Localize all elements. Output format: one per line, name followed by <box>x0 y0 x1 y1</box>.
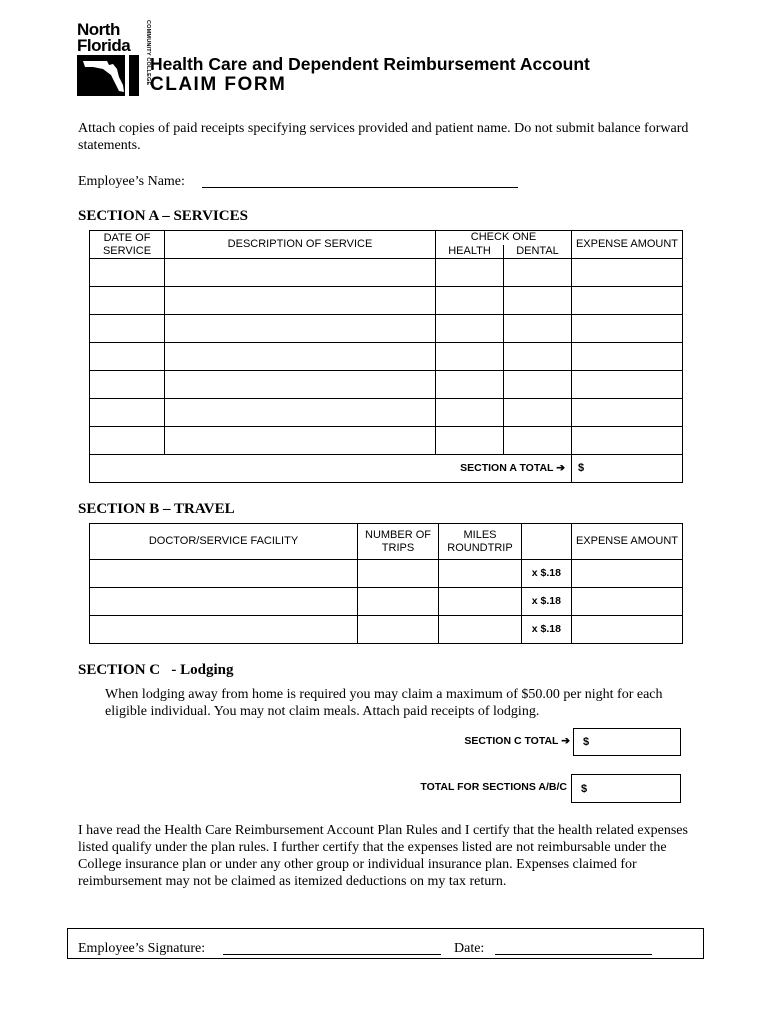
grand-total-label: TOTAL FOR SECTIONS A/B/C <box>420 781 567 793</box>
table-row <box>90 427 683 455</box>
employee-name-label: Employee’s Name: <box>78 174 185 189</box>
date-label: Date: <box>454 941 485 956</box>
certification-text: I have read the Health Care Reimbursement Account Plan Rules and I certify that the health related expenses listed qualify under the plan rules. I further certify that the expenses listed are not reimbursable under the College insurance plan or under any other group or individual insurance plan. Expenses claimed for reimbursement may not be claimed as itemized deductions on my tax return. <box>78 823 688 889</box>
table-row <box>90 371 683 399</box>
description-cell[interactable] <box>165 315 436 343</box>
dental-check-cell[interactable] <box>504 259 572 287</box>
signature-field[interactable] <box>223 954 441 955</box>
section-c-body: When lodging away from home is required you may claim a maximum of $50.00 per night for each eligible individual. You may not claim meals. Attach paid receipts of lodging. <box>105 687 663 719</box>
table-row <box>90 315 683 343</box>
trips-cell[interactable] <box>358 616 439 644</box>
dental-check-cell[interactable] <box>504 371 572 399</box>
dental-check-cell[interactable] <box>504 399 572 427</box>
description-cell[interactable] <box>165 399 436 427</box>
services-table <box>89 230 683 483</box>
facility-cell[interactable] <box>90 588 358 616</box>
date-cell[interactable] <box>90 371 165 399</box>
section-a-title: SECTION A – SERVICES <box>78 208 248 224</box>
facility-cell[interactable] <box>90 616 358 644</box>
miles-cell[interactable] <box>439 588 522 616</box>
description-cell[interactable] <box>165 287 436 315</box>
logo-line-2: Florida <box>77 36 131 55</box>
col-date-of-service: DATE OF SERVICE <box>90 231 165 259</box>
health-check-cell[interactable] <box>436 371 504 399</box>
trips-cell[interactable] <box>358 560 439 588</box>
table-row <box>90 399 683 427</box>
col-dental: DENTAL <box>504 245 572 259</box>
col-number-of-trips: NUMBER OF TRIPS <box>358 524 439 560</box>
rate-cell: x $.18 <box>522 588 572 616</box>
miles-cell[interactable] <box>439 560 522 588</box>
date-cell[interactable] <box>90 399 165 427</box>
section-a-total-field[interactable]: $ <box>572 455 683 483</box>
grand-total-field[interactable]: $ <box>571 774 681 803</box>
signature-label: Employee’s Signature: <box>78 941 206 956</box>
health-check-cell[interactable] <box>436 399 504 427</box>
description-cell[interactable] <box>165 259 436 287</box>
description-cell[interactable] <box>165 427 436 455</box>
intro-text: Attach copies of paid receipts specifying services provided and patient name. Do not submit balance forward statements. <box>78 121 689 153</box>
travel-table <box>89 523 683 644</box>
table-row <box>90 588 683 616</box>
dental-check-cell[interactable] <box>504 315 572 343</box>
table-row <box>90 259 683 287</box>
date-cell[interactable] <box>90 343 165 371</box>
date-cell[interactable] <box>90 287 165 315</box>
logo-side-text: COMMUNITY COLLEGE <box>145 20 151 86</box>
employee-name-field[interactable] <box>202 187 518 188</box>
expense-cell[interactable] <box>572 259 683 287</box>
dental-check-cell[interactable] <box>504 343 572 371</box>
dental-check-cell[interactable] <box>504 287 572 315</box>
table-row <box>90 343 683 371</box>
trips-cell[interactable] <box>358 588 439 616</box>
form-subtitle: CLAIM FORM <box>150 74 287 95</box>
description-cell[interactable] <box>165 371 436 399</box>
facility-cell[interactable] <box>90 560 358 588</box>
date-cell[interactable] <box>90 427 165 455</box>
form-title: Health Care and Dependent Reimbursement Account <box>150 54 590 74</box>
col-check-one: CHECK ONE <box>436 231 572 245</box>
rate-cell: x $.18 <box>522 560 572 588</box>
expense-cell[interactable] <box>572 560 683 588</box>
expense-cell[interactable] <box>572 427 683 455</box>
miles-cell[interactable] <box>439 616 522 644</box>
florida-map-icon <box>77 55 139 96</box>
health-check-cell[interactable] <box>436 315 504 343</box>
table-row <box>90 287 683 315</box>
section-b-title: SECTION B – TRAVEL <box>78 501 235 517</box>
col-expense-amount: EXPENSE AMOUNT <box>572 524 683 560</box>
health-check-cell[interactable] <box>436 343 504 371</box>
col-facility: DOCTOR/SERVICE FACILITY <box>90 524 358 560</box>
date-field[interactable] <box>495 954 652 955</box>
section-c-title: SECTION C - Lodging <box>78 662 234 678</box>
expense-cell[interactable] <box>572 588 683 616</box>
expense-cell[interactable] <box>572 399 683 427</box>
description-cell[interactable] <box>165 343 436 371</box>
col-description: DESCRIPTION OF SERVICE <box>165 231 436 259</box>
health-check-cell[interactable] <box>436 427 504 455</box>
rate-cell: x $.18 <box>522 616 572 644</box>
expense-cell[interactable] <box>572 315 683 343</box>
table-row <box>90 616 683 644</box>
section-c-total-label: SECTION C TOTAL ➔ <box>464 735 570 747</box>
health-check-cell[interactable] <box>436 287 504 315</box>
college-logo <box>77 20 151 96</box>
expense-cell[interactable] <box>572 287 683 315</box>
col-miles-roundtrip: MILES ROUNDTRIP <box>439 524 522 560</box>
date-cell[interactable] <box>90 259 165 287</box>
section-c-total-field[interactable]: $ <box>573 728 681 756</box>
dental-check-cell[interactable] <box>504 427 572 455</box>
section-a-total-label: SECTION A TOTAL ➔ <box>90 455 572 483</box>
expense-cell[interactable] <box>572 343 683 371</box>
expense-cell[interactable] <box>572 616 683 644</box>
col-rate <box>522 524 572 560</box>
col-expense-amount: EXPENSE AMOUNT <box>572 231 683 259</box>
col-health: HEALTH <box>436 245 504 259</box>
logo-line-1: North <box>77 20 120 39</box>
expense-cell[interactable] <box>572 371 683 399</box>
health-check-cell[interactable] <box>436 259 504 287</box>
table-row <box>90 560 683 588</box>
date-cell[interactable] <box>90 315 165 343</box>
